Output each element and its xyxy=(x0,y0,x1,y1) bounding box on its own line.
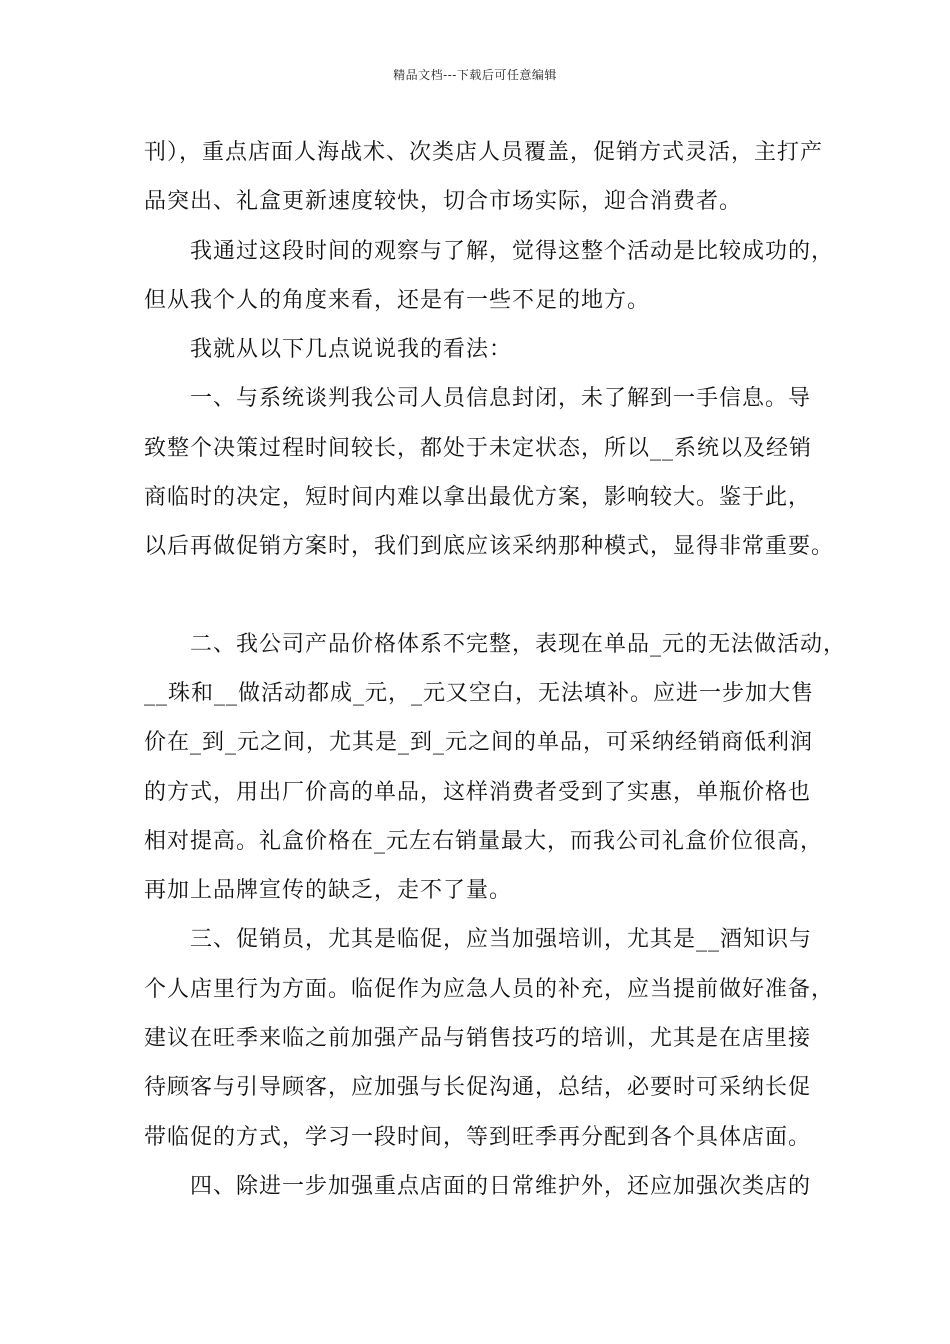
text-line: 的方式，用出厂价高的单品，这样消费者受到了实惠，单瓶价格也 xyxy=(144,779,812,805)
text-line: 刊），重点店面人海战术、次类店人员覆盖，促销方式灵活，主打产 xyxy=(144,140,824,165)
text-line: 品突出、礼盒更新速度较快，切合市场实际，迎合消费者。 xyxy=(144,189,743,215)
page-header: 精品文档---下载后可任意编辑 xyxy=(393,68,557,82)
paragraph-gap xyxy=(144,572,834,620)
text-line: 个人店里行为方面。临促作为应急人员的补充，应当提前做好准备， xyxy=(144,976,835,1002)
text-line: 我就从以下几点说说我的看法： xyxy=(190,337,513,363)
text-line: 三、促销员，尤其是临促，应当加强培训，尤其是__酒知识与 xyxy=(190,927,813,953)
text-line: 四、除进一步加强重点店面的日常维护外，还应加强次类店的 xyxy=(190,1173,812,1199)
text-line: 但从我个人的角度来看，还是有一些不足的地方。 xyxy=(144,287,651,313)
text-line: 商临时的决定，短时间内难以拿出最优方案，影响较大。鉴于此， xyxy=(144,485,812,511)
text-line: 我通过这段时间的观察与了解，觉得这整个活动是比较成功的， xyxy=(190,238,835,264)
text-line: 再加上品牌宣传的缺乏，走不了量。 xyxy=(144,878,513,904)
text-line: 待顾客与引导顾客，应加强与长促沟通，总结，必要时可采纳长促 xyxy=(144,1075,812,1101)
text-line: 致整个决策过程时间较长，都处于未定状态，所以__系统以及经销 xyxy=(144,435,813,461)
text-line: 以后再做促销方案时，我们到底应该采纳那种模式，显得非常重要。 xyxy=(144,534,835,560)
text-line: 一、与系统谈判我公司人员信息封闭，未了解到一手信息。导 xyxy=(190,386,812,412)
text-line: 建议在旺季来临之前加强产品与销售技巧的培训，尤其是在店里接 xyxy=(144,1026,812,1052)
text-line: 二、我公司产品价格体系不完整，表现在单品_元的无法做活动， xyxy=(190,631,847,657)
text-line: 相对提高。礼盒价格在_元左右销量最大，而我公司礼盒价位很高， xyxy=(144,828,824,854)
document-body xyxy=(144,128,847,1211)
text-line: __珠和__做活动都成_元，_元又空白，无法填补。应进一步加大售 xyxy=(144,680,815,706)
text-line: 带临促的方式，学习一段时间，等到旺季再分配到各个具体店面。 xyxy=(144,1124,812,1150)
text-line: 价在_到_元之间，尤其是_到_元之间的单品，可采纳经销商低利润 xyxy=(144,730,814,756)
